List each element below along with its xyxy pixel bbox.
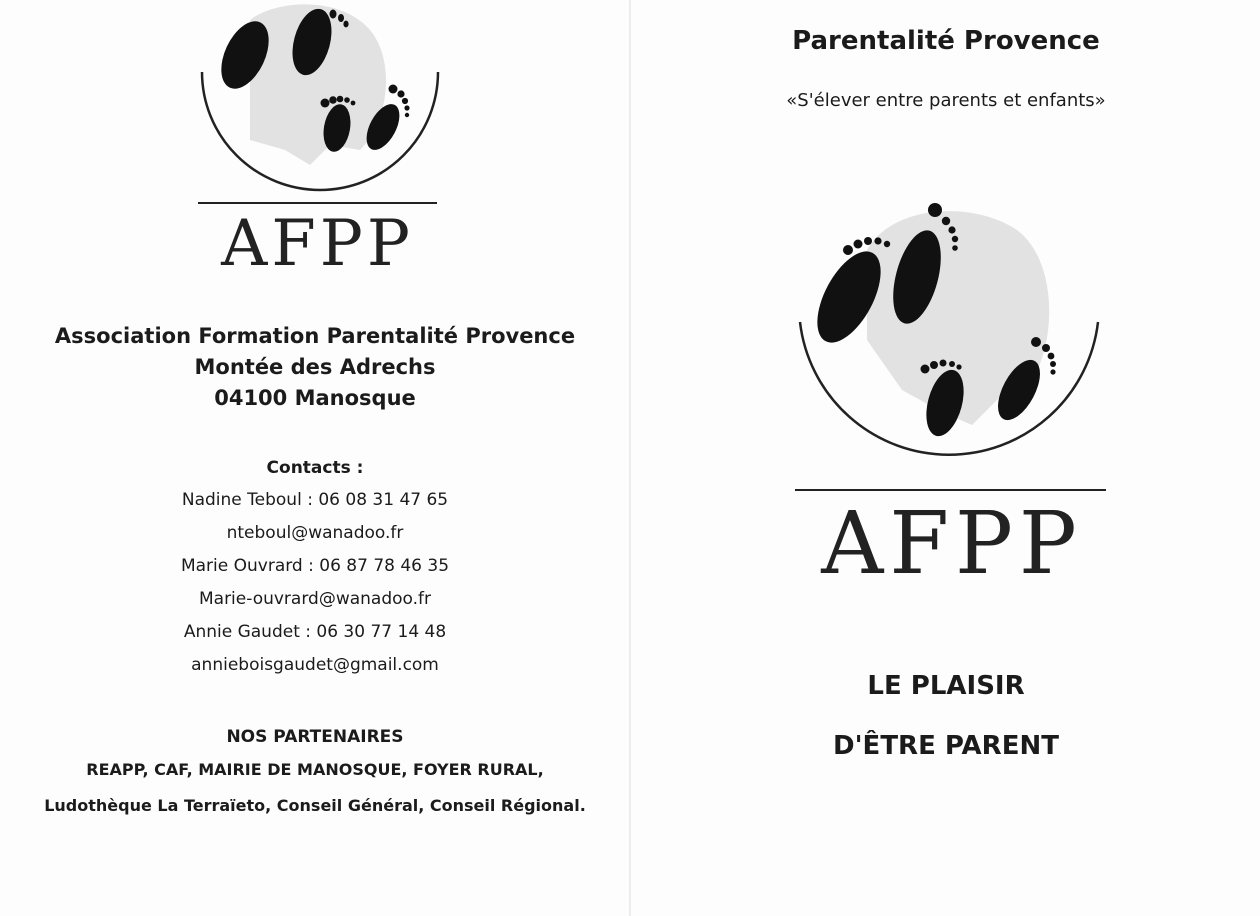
front-title: Parentalité Provence bbox=[792, 26, 1100, 56]
partners-line: REAPP, CAF, MAIRIE DE MANOSQUE, FOYER RURAL, bbox=[86, 760, 544, 779]
footprints-logo-icon bbox=[792, 190, 1112, 480]
contact-line: Nadine Teboul : 06 08 31 47 65 bbox=[181, 490, 449, 510]
address-line: 04100 Manosque bbox=[214, 386, 416, 410]
contact-email: Marie-ouvrard@wanadoo.fr bbox=[198, 589, 431, 609]
contact-email: nteboul@wanadoo.fr bbox=[226, 523, 404, 543]
footprints-logo-icon bbox=[190, 0, 450, 200]
front-cover bbox=[632, 0, 1260, 916]
contacts-title: Contacts : bbox=[266, 458, 364, 478]
contact-line: Annie Gaudet : 06 30 77 14 48 bbox=[183, 622, 447, 642]
slogan-line: LE PLAISIR bbox=[867, 671, 1025, 701]
slogan-line: D'ÊTRE PARENT bbox=[833, 731, 1059, 761]
logo-rule bbox=[795, 489, 1106, 491]
logo-wordmark: AFPP bbox=[821, 494, 1083, 594]
slogan-block bbox=[632, 656, 1260, 776]
front-subtitle: «S'élever entre parents et enfants» bbox=[786, 90, 1106, 111]
logo-rule bbox=[198, 202, 437, 204]
contacts-block bbox=[0, 452, 630, 682]
contact-email: annieboisgaudet@gmail.com bbox=[191, 655, 439, 675]
address-line: Association Formation Parentalité Provence bbox=[54, 324, 576, 348]
address-block bbox=[0, 321, 630, 414]
contact-line: Marie Ouvrard : 06 87 78 46 35 bbox=[180, 556, 450, 576]
partners-title: NOS PARTENAIRES bbox=[226, 727, 404, 747]
partners-line: Ludothèque La Terraïeto, Conseil Général, Conseil Régional. bbox=[44, 796, 586, 815]
address-line: Montée des Adrechs bbox=[194, 355, 436, 379]
partners-block bbox=[0, 722, 630, 824]
logo-wordmark: AFPP bbox=[221, 207, 414, 281]
